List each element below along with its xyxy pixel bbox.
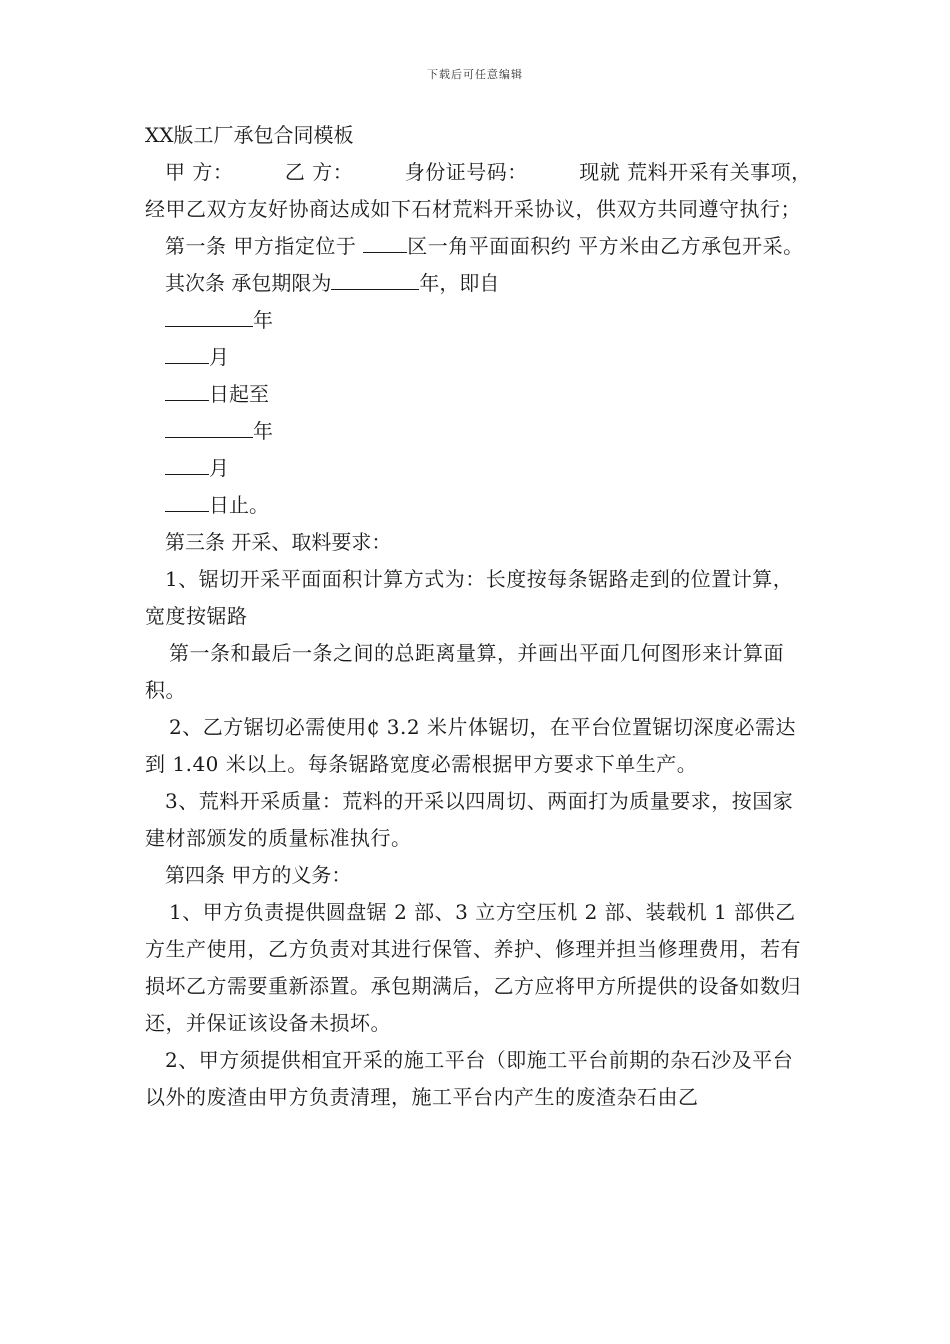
date-line-start-day (145, 376, 813, 413)
date-suffix: 日起至 (209, 382, 269, 406)
blank-area (363, 230, 407, 253)
paragraph-parties: 甲 方： 乙 方： 身份证号码： 现就 荒料开采有关事项，经甲乙双方友好协商达成如下石材荒料开采协议，供双方共同遵守执行； (145, 160, 812, 221)
blank-years (331, 267, 419, 290)
article-3-item-1a: 1、锯切开采平面面积计算方式为：长度按每条锯路走到的位置计算，宽度按锯路 (145, 567, 794, 628)
date-suffix: 月 (209, 345, 229, 369)
article-3-item-2: 2、乙方锯切必需使用₵ 3.2 米片体锯切，在平台位置锯切深度必需达到 1.40 米以上。每条锯路宽度必需根据甲方要求下单生产。 (145, 715, 796, 776)
article-2 (145, 265, 813, 302)
date-suffix: 月 (209, 456, 229, 480)
article-1-pre: 第一条 甲方指定位于 (165, 234, 364, 258)
date-line-end-day (145, 487, 813, 524)
article-4-item-1: 1、甲方负责提供圆盘锯 2 部、3 立方空压机 2 部、装载机 1 部供乙方生产使用，乙方负责对其进行保管、养护、修理并担当修理费用，若有损坏乙方需要重新添置。承包期满后，乙方应将甲方所提供的设备如数归还，并保证该设备未损坏。 (145, 900, 801, 1035)
date-line-start-year (145, 302, 813, 339)
blank-start-day (165, 378, 209, 401)
date-line-end-month (145, 450, 813, 487)
document-body (145, 116, 813, 1116)
article-4-title: 第四条 甲方的义务： (165, 863, 352, 887)
article-2-post: 年，即自 (419, 271, 500, 295)
article-1 (145, 228, 813, 265)
article-2-pre: 其次条 承包期限为 (165, 271, 332, 295)
date-suffix: 日止。 (209, 493, 269, 517)
date-suffix: 年 (253, 308, 273, 332)
document-title: XX版工厂承包合同模板 (145, 123, 354, 147)
blank-start-month (165, 341, 209, 364)
blank-end-month (165, 452, 209, 475)
article-3-item-1b: 第一条和最后一条之间的总距离量算，并画出平面几何图形来计算面积。 (145, 641, 784, 702)
date-line-start-month (145, 339, 813, 376)
header-note: 下载后可任意编辑 (427, 68, 523, 81)
article-3-item-3: 3、荒料开采质量：荒料的开采以四周切、两面打为质量要求，按国家建材部颁发的质量标准执行。 (145, 789, 794, 850)
date-line-end-year (145, 413, 813, 450)
blank-start-year (165, 304, 253, 327)
date-suffix: 年 (253, 419, 273, 443)
article-3-title: 第三条 开采、取料要求： (165, 530, 392, 554)
article-1-post: 区一角平面面积约 平方米由乙方承包开采。 (407, 234, 804, 258)
blank-end-year (165, 415, 253, 438)
article-4-item-2: 2、甲方须提供相宜开采的施工平台（即施工平台前期的杂石沙及平台以外的废渣由甲方负责清理，施工平台内产生的废渣杂石由乙 (145, 1048, 794, 1109)
blank-end-day (165, 489, 209, 512)
